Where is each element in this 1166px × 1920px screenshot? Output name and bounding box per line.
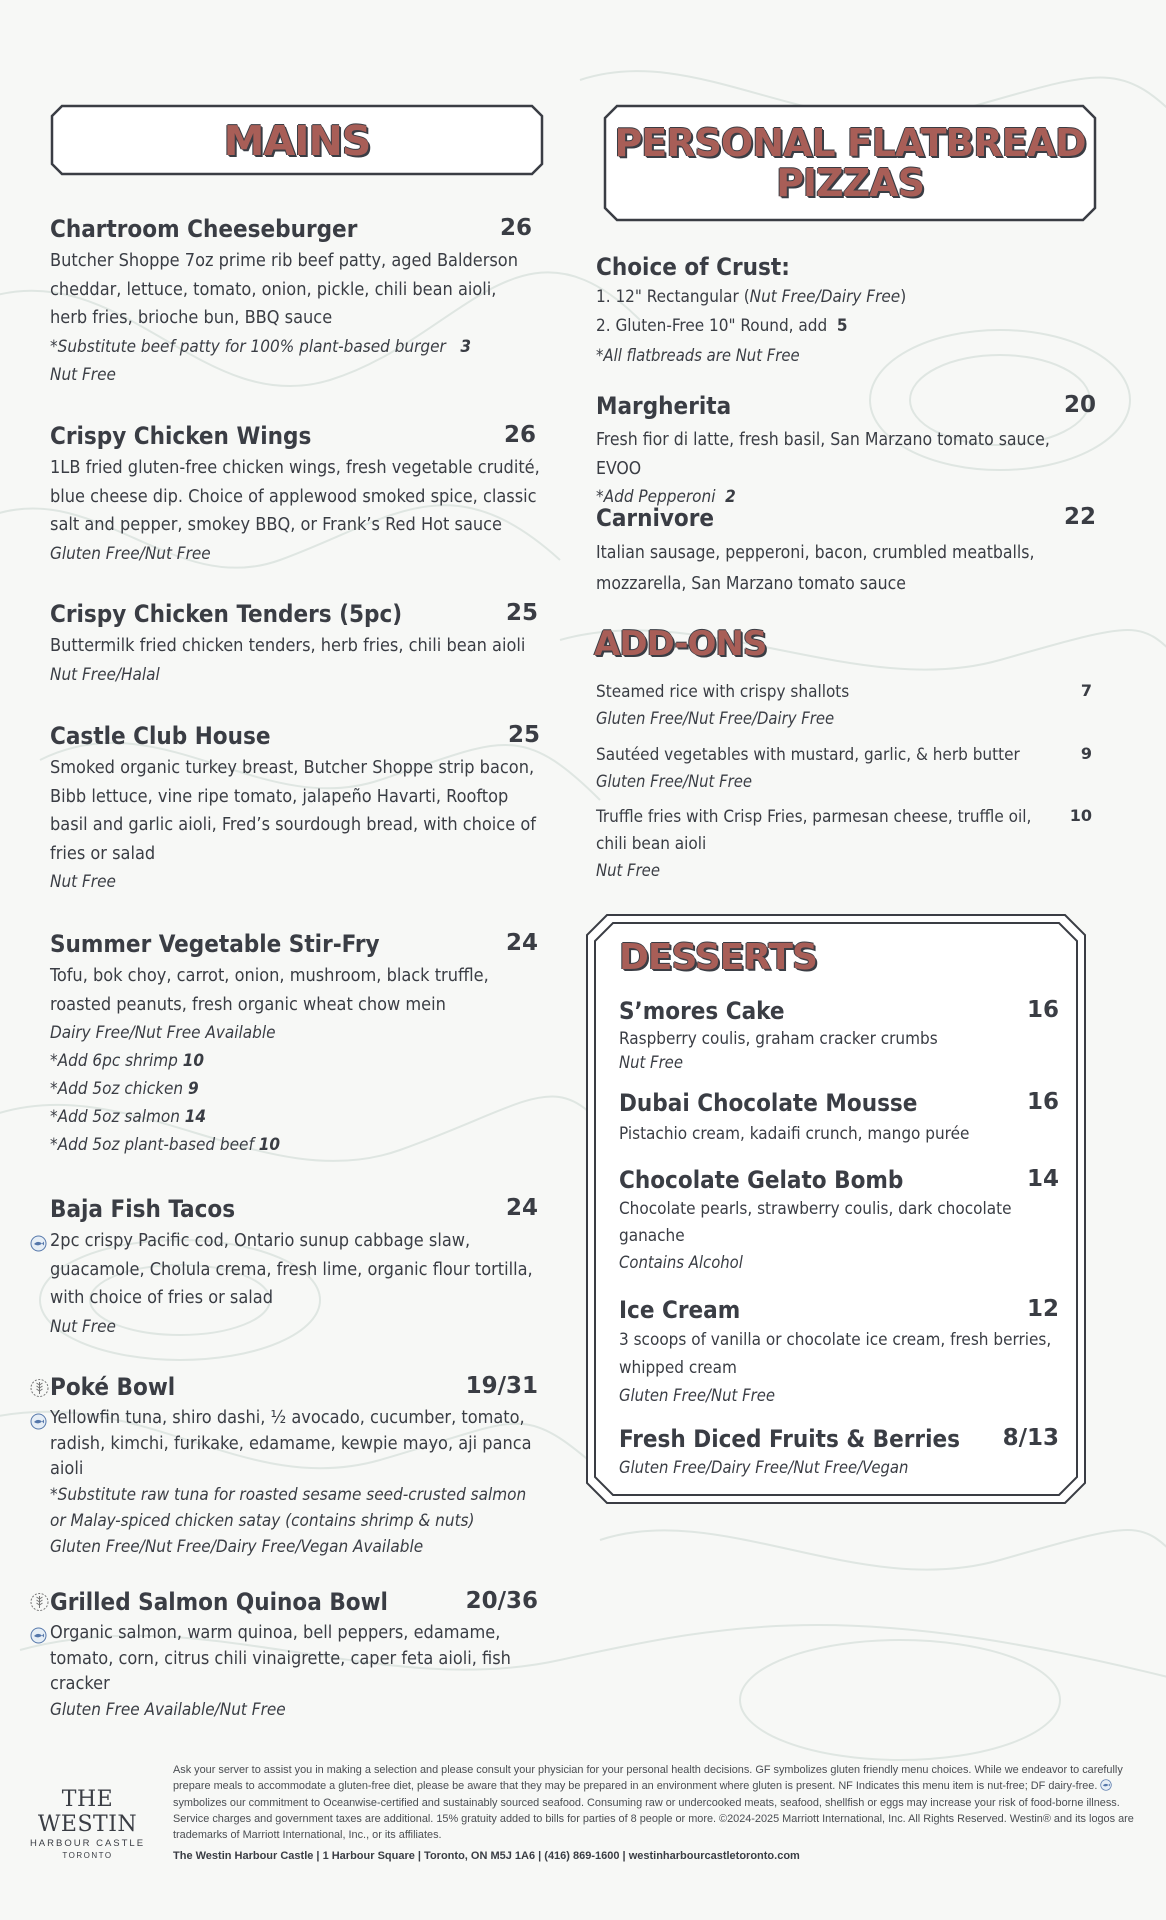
wheat-icon [30,1592,49,1612]
menu-item [50,215,532,389]
item-price: 19/31 [465,1373,538,1399]
addon-item [596,804,1092,884]
item-description: Italian sausage, pepperoni, bacon, crumbled meatballs, mozzarella, San Marzano tomato sauce [596,543,1035,594]
logo-city: TORONTO [62,1851,113,1860]
item-name: Chartroom Cheeseburger [50,215,358,243]
item-note: *Add 5oz plant-based beef 10 [50,1135,280,1155]
item-note: Nut Free [50,872,116,892]
addon-note: Nut Free [596,861,660,880]
addon-note: Gluten Free/Nut Free [596,772,752,791]
item-name: Baja Fish Tacos [50,1195,236,1223]
menu-item [50,1588,538,1723]
pizzas-banner [603,104,1097,222]
menu-item [50,1373,538,1560]
addons-title: ADD-ONS [594,624,767,664]
addon-description: Steamed rice with crispy shallots [596,682,850,702]
mains-banner [50,104,544,176]
dessert-item [619,1166,1059,1276]
item-note: Gluten Free/Nut Free/Dairy Free/Vegan Available [50,1536,424,1557]
addon-item [596,679,1092,732]
item-price: 14 [1026,1166,1059,1192]
addon-description: Truffle fries with Crisp Fries, parmesan cheese, truffle oil, chili bean aioli [596,807,1032,854]
crust-option-1: 1. 12" Rectangular (Nut Free/Dairy Free) [596,287,907,307]
item-note: Gluten Free/Nut Free [50,543,211,564]
item-price: 20 [1063,392,1096,418]
item-price: 25 [505,600,538,626]
oceanwise-fish-icon [30,1235,47,1252]
item-description: Pistachio cream, kadaifi crunch, mango purée [619,1124,970,1144]
oceanwise-fish-icon [30,1627,47,1644]
addon-price: 10 [1069,806,1092,825]
item-description: 1LB fried gluten-free chicken wings, fresh vegetable crudité, blue cheese dip. Choice of applewood smoked spice, classic salt and pepper, smokey BBQ, or Frank’s Red Hot sauce [50,457,540,535]
crust-choice [596,253,1096,370]
item-note: Nut Free [50,1316,116,1337]
dessert-item [619,997,1059,1075]
item-note: Gluten Free/Nut Free [619,1386,775,1405]
menu-item [50,930,538,1159]
item-name: Ice Cream [619,1296,741,1324]
item-note: *Substitute beef patty for 100% plant-based burger 3 [50,336,472,357]
item-note: Nut Free/Halal [50,664,160,685]
addon-note: Gluten Free/Nut Free/Dairy Free [596,709,835,728]
item-note: Dairy Free/Nut Free Available [50,1023,276,1043]
item-name: S’mores Cake [619,997,785,1025]
item-price: 24 [505,1195,538,1221]
item-price: 24 [505,930,538,956]
menu-item [50,600,538,689]
item-note: Gluten Free Available/Nut Free [50,1699,286,1720]
addon-item [596,742,1092,795]
item-price: 16 [1026,997,1059,1023]
item-price: 20/36 [465,1588,538,1614]
addon-price: 9 [1080,744,1092,763]
westin-logo [20,1787,155,1860]
item-description: Butcher Shoppe 7oz prime rib beef patty, aged Balderson cheddar, lettuce, tomato, onion, pickle, chili bean aioli, herb fries, brioche bun, BBQ sauce [50,250,518,328]
footer-disclaimer: Ask your server to assist you in making a selection and please consult your physician for your personal health decisions. GF symbolizes gluten friendly menu choices. While we endeavor to carefully prepare meals to accommodate a gluten-free diet, please be aware that they may be prepared in an environment where gluten is present. NF Indicates this menu item is nut-free; DF dairy-free. symbolizes our commitment to Oceanwise-certified and sustainably sourced seafood. Consuming raw or undercooked meats, seafood, shellfish or eggs may increase your risk of food-borne illness. Service charges and government taxes are additional. 15% gratuity added to bills for parties of 8 people or more. ©2024-2025 Marriott International, Inc. All Rights Reserved. Westin® and its logos are trademarks of Marriott International, Inc., or its affiliates. [173,1764,1134,1842]
item-note: Nut Free [619,1053,683,1072]
item-price: 25 [507,722,540,748]
item-name: Margherita [596,392,732,420]
item-price: 16 [1026,1089,1059,1115]
item-price: 12 [1026,1296,1059,1322]
item-name: Summer Vegetable Stir-Fry [50,930,380,958]
item-price: 26 [499,215,532,241]
item-name: Poké Bowl [50,1373,176,1401]
item-price: 22 [1063,504,1096,530]
dessert-item [619,1089,1059,1148]
pizzas-title-line1: PERSONAL FLATBREAD [614,121,1086,165]
menu-item [596,392,1096,511]
item-name: Dubai Chocolate Mousse [619,1089,918,1117]
menu-item [50,1195,538,1341]
item-note: *Substitute raw tuna for roasted sesame seed-crusted salmon or Malay-spiced chicken satay (contains shrimp & nuts) [50,1484,527,1531]
addon-price: 7 [1080,681,1092,700]
item-note: Nut Free [50,364,116,385]
menu-item [50,722,540,896]
logo-subtitle: HARBOUR CASTLE [29,1838,146,1849]
item-description: Smoked organic turkey breast, Butcher Shoppe strip bacon, Bibb lettuce, vine ripe tomato, jalapeño Havarti, Rooftop basil and garlic aioli, Fred’s sourdough bread, with choice of fries or salad [50,757,536,864]
item-name: Crispy Chicken Tenders (5pc) [50,600,403,628]
item-note: Contains Alcohol [619,1253,743,1272]
item-name: Chocolate Gelato Bomb [619,1166,904,1194]
item-note: *Add Pepperoni 2 [596,487,736,507]
item-note: *Add 5oz salmon 14 [50,1107,207,1127]
item-name: Crispy Chicken Wings [50,422,312,450]
item-price: 8/13 [1002,1425,1059,1451]
item-name: Carnivore [596,504,715,532]
menu-item [596,504,1096,600]
menu-item [50,422,540,568]
item-description: Yellowfin tuna, shiro dashi, ½ avocado, cucumber, tomato, radish, kimchi, furikake, edamame, kewpie mayo, aji panca aioli [50,1407,532,1479]
item-price: 26 [503,422,536,448]
item-description: Organic salmon, warm quinoa, bell peppers, edamame, tomato, corn, citrus chili vinaigrette, caper feta aioli, fish cracker [50,1622,511,1694]
mains-title: MAINS [223,117,371,165]
item-name: Fresh Diced Fruits & Berries [619,1425,960,1453]
item-note: *Add 5oz chicken 9 [50,1079,199,1099]
item-description: Buttermilk fried chicken tenders, herb fries, chili bean aioli [50,635,526,656]
item-name: Grilled Salmon Quinoa Bowl [50,1588,388,1616]
item-note: Gluten Free/Dairy Free/Nut Free/Vegan [619,1458,909,1477]
dessert-item [619,1425,1059,1481]
footer-contact: The Westin Harbour Castle | 1 Harbour Square | Toronto, ON M5J 1A6 | (416) 869-1600 | westinharbourcastletoronto.com [173,1850,800,1862]
desserts-title: DESSERTS [619,937,817,978]
item-description: Chocolate pearls, strawberry coulis, dark chocolate ganache [619,1199,1012,1246]
item-description: Raspberry coulis, graham cracker crumbs [619,1029,938,1049]
dessert-item [619,1296,1059,1410]
item-description: Tofu, bok choy, carrot, onion, mushroom, black truffle, roasted peanuts, fresh organic wheat chow mein [50,965,489,1015]
logo-wordmark: THE WESTIN [37,1787,138,1837]
addon-description: Sautéed vegetables with mustard, garlic, & herb butter [596,745,1020,765]
item-description: 2pc crispy Pacific cod, Ontario sunup cabbage slaw, guacamole, Cholula crema, fresh lime, organic flour tortilla, with choice of fries or salad [50,1230,533,1308]
item-note: *Add 6pc shrimp 10 [50,1051,205,1071]
item-description: 3 scoops of vanilla or chocolate ice cream, fresh berries, whipped cream [619,1330,1052,1378]
pizzas-title-line2: PIZZAS [776,161,924,205]
wheat-icon [30,1378,49,1398]
item-name: Castle Club House [50,722,271,750]
crust-note: *All flatbreads are Nut Free [596,346,800,365]
item-description: Fresh fior di latte, fresh basil, San Marzano tomato sauce, EVOO [596,430,1050,479]
crust-heading: Choice of Crust: [596,253,790,281]
oceanwise-fish-icon [1100,1779,1112,1791]
crust-option-2: 2. Gluten-Free 10" Round, add 5 [596,316,848,336]
oceanwise-fish-icon [30,1413,47,1430]
